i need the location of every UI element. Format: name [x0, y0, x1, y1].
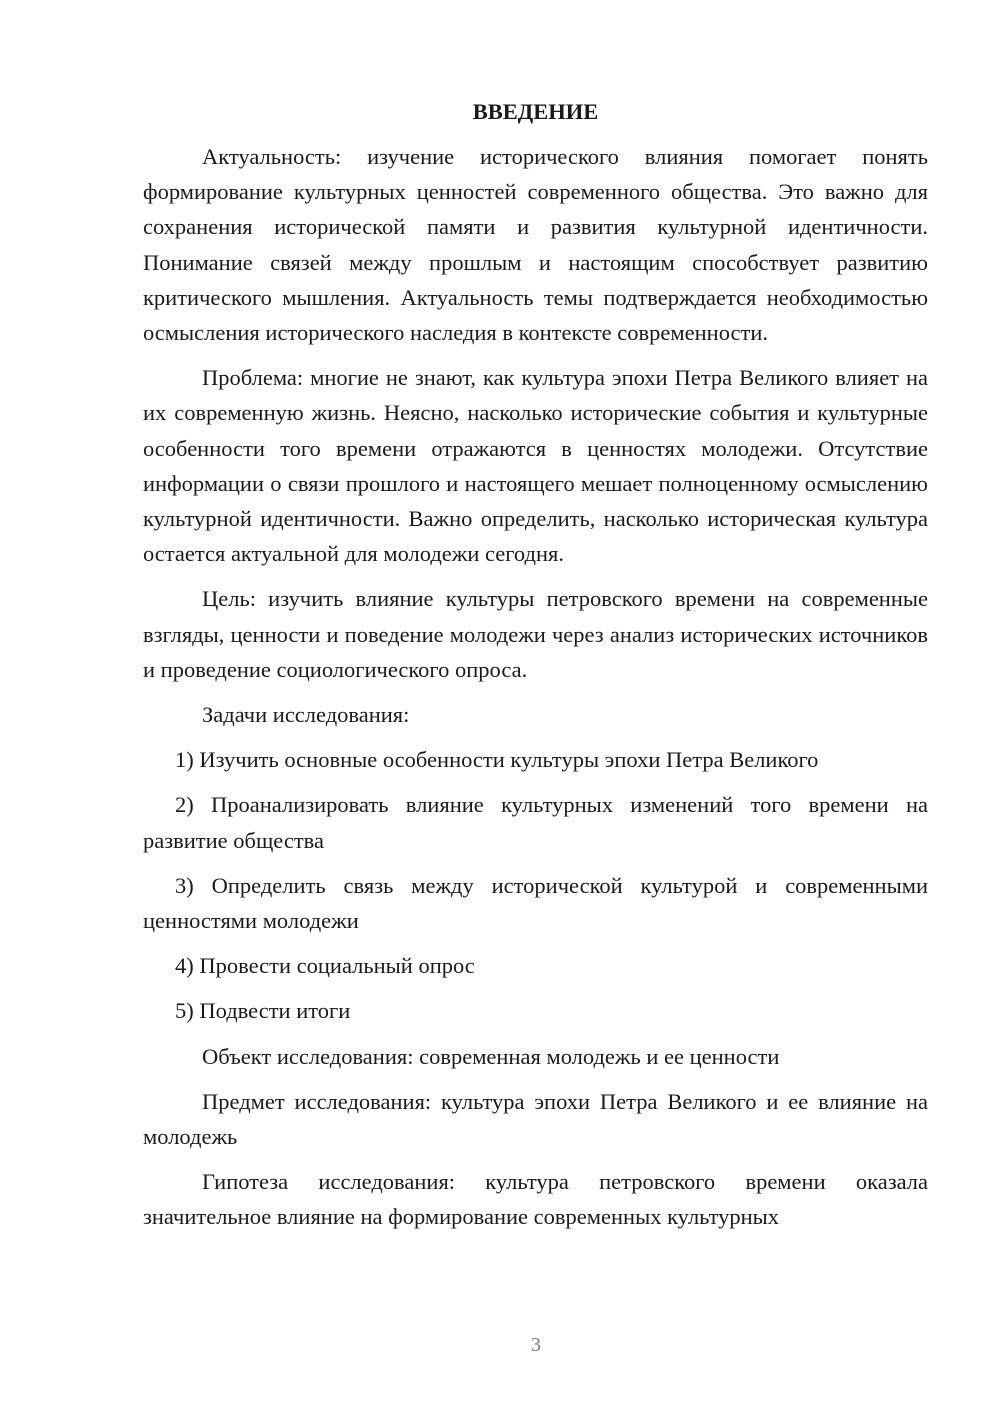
object-paragraph: Объект исследования: современная молодежь и ее ценности — [202, 1043, 780, 1069]
task-item: 5) Подвести итоги — [175, 998, 351, 1024]
subject-paragraph: Предмет исследования: культура эпохи Петра Великого и ее влияние на молодежь — [143, 1088, 928, 1150]
task-item: 3) Определить связь между исторической культурой и современными ценностями молодежи — [143, 872, 928, 934]
problem-paragraph: Проблема: многие не знают, как культура эпохи Петра Великого влияет на их современную жизнь. Неясно, насколько исторические события и культурные особенности того времени отражаются в ценностях молодежи. Отсутствие информации о связи прошлого и настоящего мешает полноценному осмыслению культурной идентичности. Важно определить, насколько историческая культура остается актуальной для молодежи сегодня. — [143, 365, 928, 567]
page-content — [143, 94, 928, 1245]
hypothesis-paragraph: Гипотеза исследования: культура петровского времени оказала значительное влияние на формирование современных культурных — [143, 1169, 928, 1230]
task-item: 2) Проанализировать влияние культурных изменений того времени на развитие общества — [143, 792, 928, 853]
goal-paragraph: Цель: изучить влияние культуры петровского времени на современные взгляды, ценности и поведение молодежи через анализ исторических источников и проведение социологического опроса. — [143, 586, 928, 682]
relevance-paragraph: Актуальность: изучение исторического влияния помогает понять формирование культурных ценностей современного общества. Это важно для сохранения исторической памяти и развития культурной идентичности. Понимание связей между прошлым и настоящим способствует развитию критического мышления. Актуальность темы подтверждается необходимостью осмысления исторического наследия в контексте современности. — [143, 144, 928, 346]
tasks-heading: Задачи исследования: — [202, 702, 410, 728]
page-title: ВВЕДЕНИЕ — [472, 99, 599, 124]
task-item: 1) Изучить основные особенности культуры эпохи Петра Великого — [175, 747, 819, 773]
page-number: 3 — [531, 1334, 541, 1356]
task-item: 4) Провести социальный опрос — [175, 953, 475, 979]
